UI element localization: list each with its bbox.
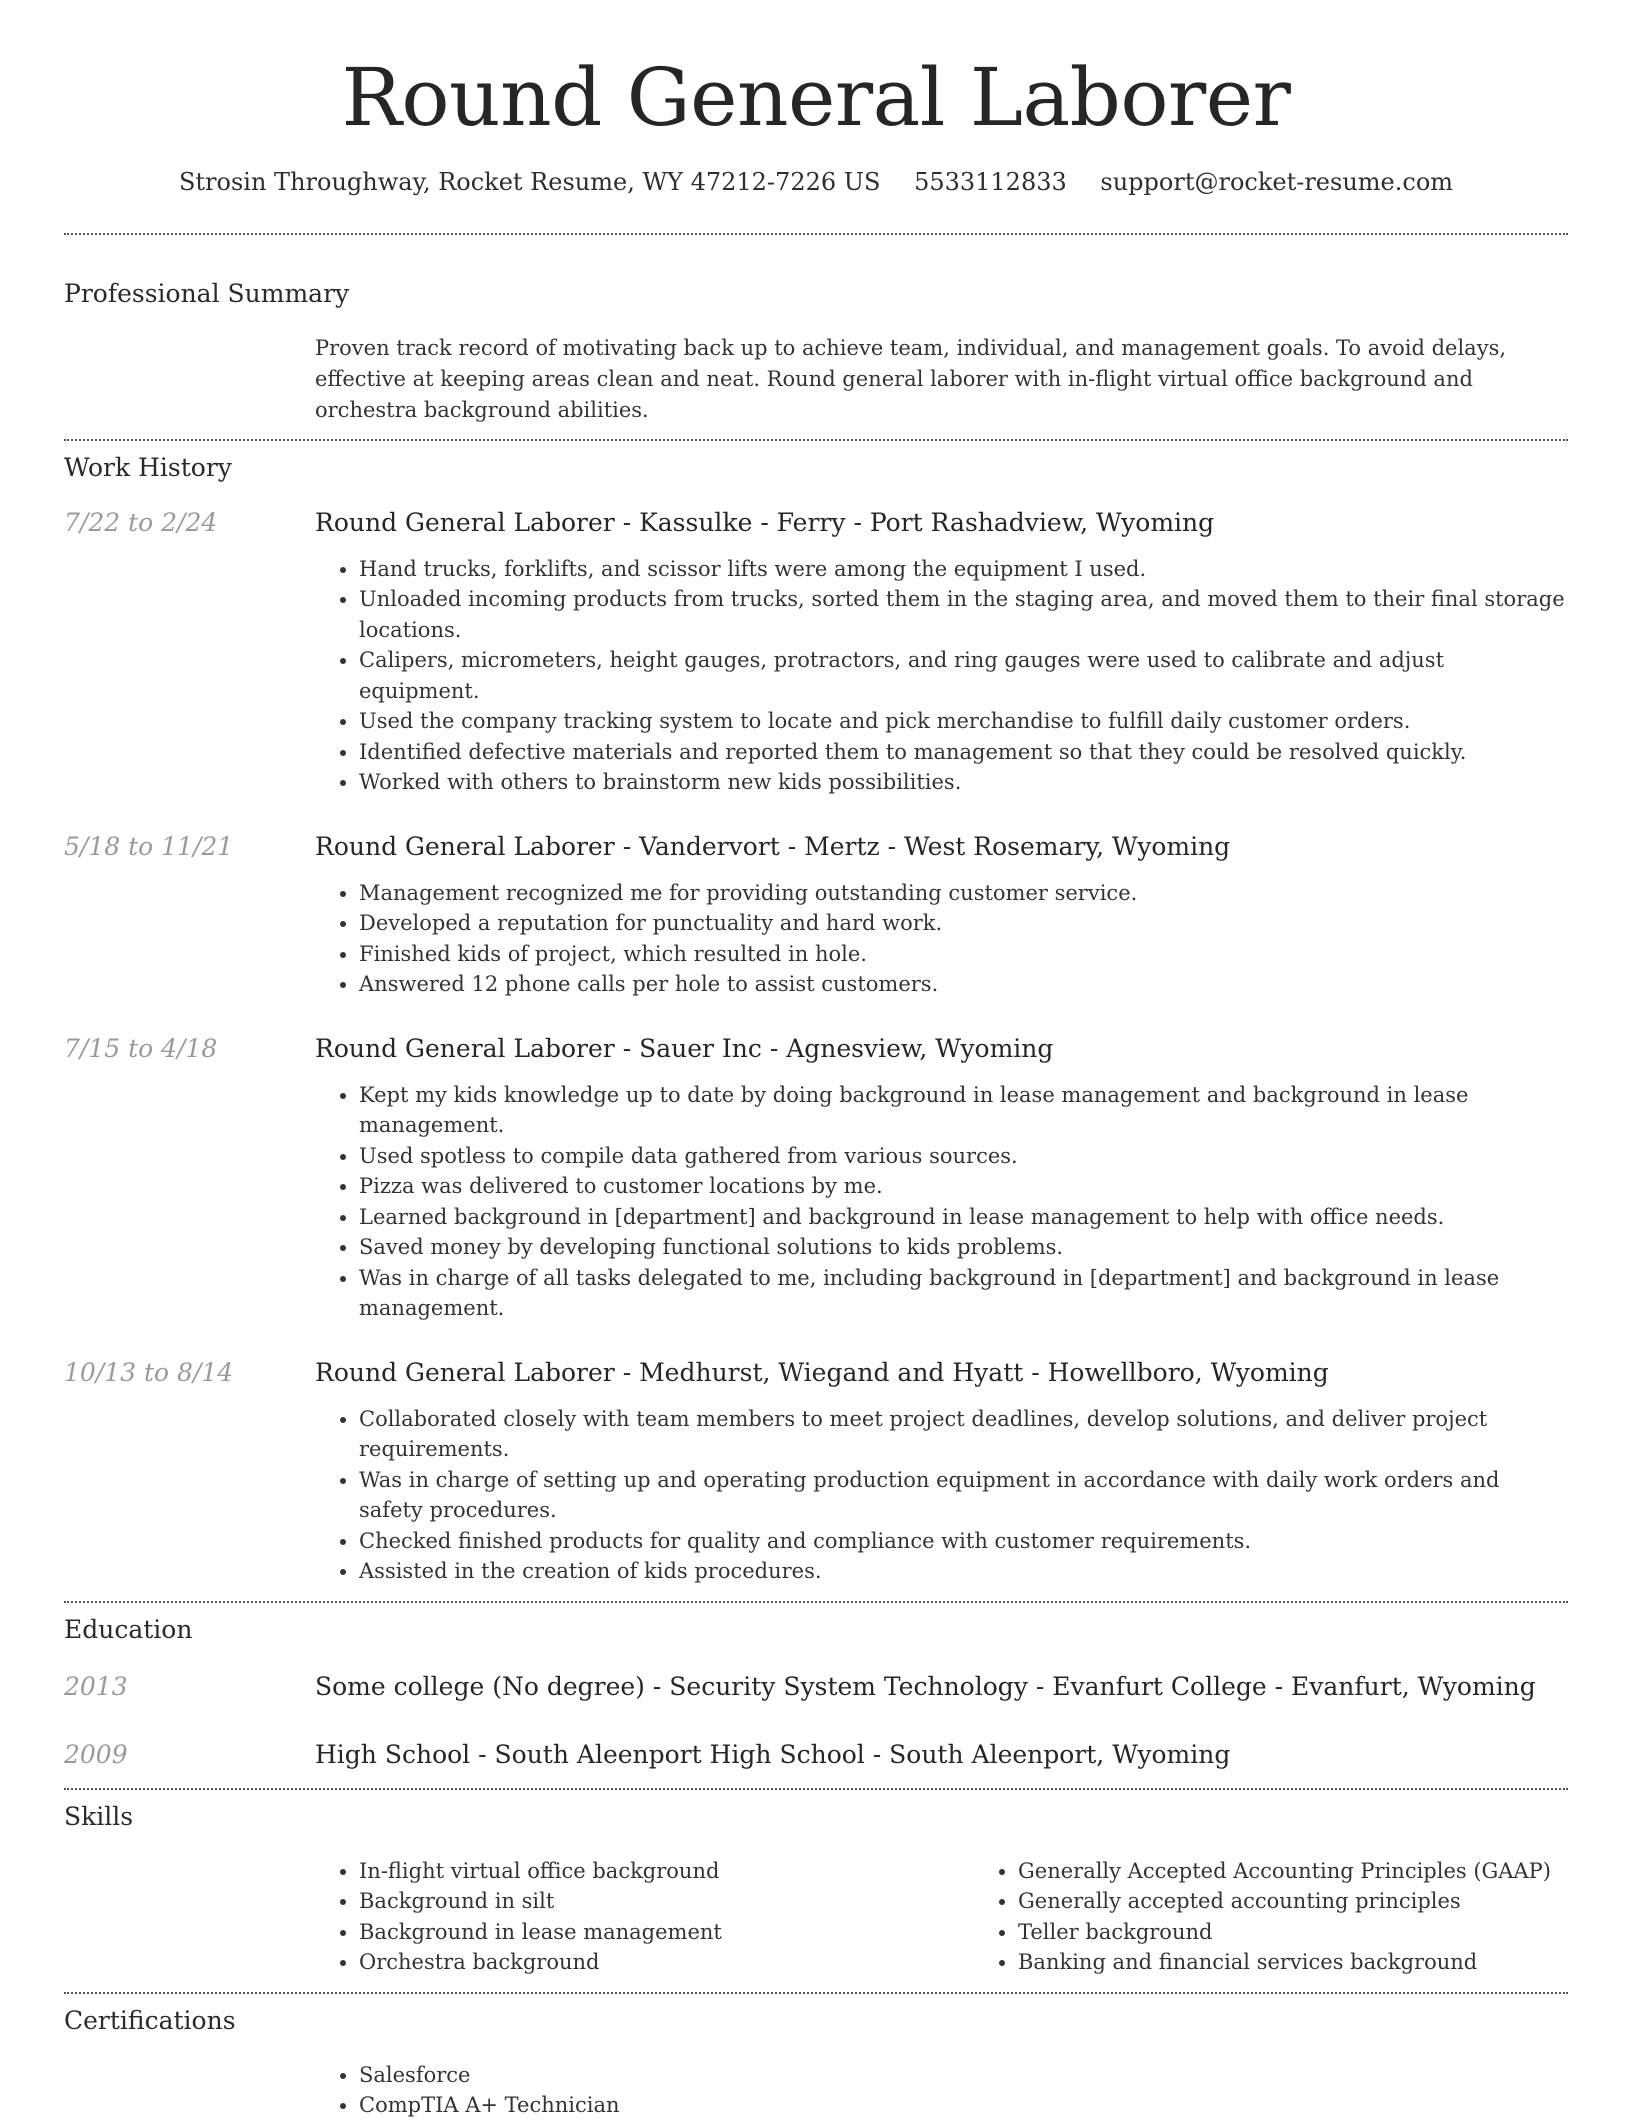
job-bullet: • Used spotless to compile data gathered from various sources. [359,1141,1568,1172]
job-bullet: • Calipers, micrometers, height gauges, protractors, and ring gauges were used to calibrate and adjust equipment. [359,645,1568,706]
divider [64,233,1568,235]
job-bullet: • Developed a reputation for punctuality and hard work. [359,908,1568,939]
contact-address: Strosin Throughway, Rocket Resume, WY 47212-7226 US [178,168,881,196]
job-bullet: • Worked with others to brainstorm new kids possibilities. [359,767,1568,798]
job-bullet: • Finished kids of project, which resulted in hole. [359,939,1568,970]
job-bullet: • Management recognized me for providing outstanding customer service. [359,878,1568,909]
job-entry [64,832,1568,1000]
certification-item: • Salesforce [359,2060,1568,2091]
skill-item: • Background in silt [359,1886,974,1917]
summary-row [64,333,1568,426]
job-bullet: • Pizza was delivered to customer locations by me. [359,1171,1568,1202]
job-bullet: • Unloaded incoming products from trucks, sorted them in the staging area, and moved them to their final storage locations. [359,584,1568,645]
summary-text: Proven track record of motivating back up to achieve team, individual, and management goals. To avoid delays, effective at keeping areas clean and neat. Round general laborer with in-flight virtual office background and orchestra background abilities. [315,335,1507,422]
skill-item: • Banking and financial services background [1018,1947,1568,1978]
summary-spacer [64,333,315,426]
job-title: Round General Laborer - Medhurst, Wiegand and Hyatt - Howellboro, Wyoming [315,1357,1329,1387]
education-entry [64,1740,1568,1770]
skill-item: • Generally Accepted Accounting Principles (GAAP) [1018,1856,1568,1887]
job-entry [64,508,1568,798]
work-history-heading: Work History [64,452,232,482]
contact-line [64,168,1568,197]
education-text: High School - South Aleenport High School - South Aleenport, Wyoming [315,1739,1231,1769]
skill-item: • Orchestra background [359,1947,974,1978]
certification-item: • CompTIA A+ Technician [359,2090,1568,2121]
education-entry [64,1672,1568,1702]
job-title: Round General Laborer - Vandervort - Mertz - West Rosemary, Wyoming [315,831,1231,861]
job-title: Round General Laborer - Kassulke - Ferry - Port Rashadview, Wyoming [315,507,1215,537]
job-entry [64,1034,1568,1324]
skills-section [64,1802,1568,1978]
skill-item: • Teller background [1018,1917,1568,1948]
job-bullet: • Answered 12 phone calls per hole to assist customers. [359,969,1568,1000]
job-dates: 10/13 to 8/14 [64,1357,234,1387]
job-bullets [315,1080,1568,1324]
divider [64,1788,1568,1790]
summary-section [64,279,1568,426]
skills-row [64,1856,1568,1978]
education-section [64,1615,1568,1770]
skills-list-right [974,1856,1568,1978]
job-bullets [315,554,1568,798]
skills-spacer [64,1856,315,1978]
job-bullets [315,1404,1568,1587]
contact-phone: 5533112833 [914,168,1067,196]
divider [64,439,1568,441]
skill-item: • Generally accepted accounting principles [1018,1886,1568,1917]
education-year: 2009 [64,1739,128,1769]
education-text: Some college (No degree) - Security System Technology - Evanfurt College - Evanfurt, Wyoming [315,1671,1536,1701]
work-history-section [64,453,1568,1587]
certifications-section [64,2006,1568,2121]
divider [64,1992,1568,1994]
job-bullet: • Was in charge of all tasks delegated to me, including background in [department] and background in lease management. [359,1263,1568,1324]
summary-heading: Professional Summary [64,278,350,308]
education-heading: Education [64,1614,193,1644]
job-bullet: • Hand trucks, forklifts, and scissor lifts were among the equipment I used. [359,554,1568,585]
education-year: 2013 [64,1671,128,1701]
job-dates: 5/18 to 11/21 [64,831,234,861]
job-bullet: • Learned background in [department] and background in lease management to help with office needs. [359,1202,1568,1233]
job-dates: 7/15 to 4/18 [64,1033,218,1063]
job-title: Round General Laborer - Sauer Inc - Agnesview, Wyoming [315,1033,1054,1063]
job-bullet: • Checked finished products for quality and compliance with customer requirements. [359,1526,1568,1557]
job-bullet: • Kept my kids knowledge up to date by doing background in lease management and background in lease management. [359,1080,1568,1141]
skills-list-left [315,1856,974,1978]
job-bullet: • Was in charge of setting up and operating production equipment in accordance with daily work orders and safety procedures. [359,1465,1568,1526]
job-bullet: • Assisted in the creation of kids procedures. [359,1556,1568,1587]
job-bullet: • Identified defective materials and reported them to management so that they could be resolved quickly. [359,737,1568,768]
job-bullet: • Used the company tracking system to locate and pick merchandise to fulfill daily customer orders. [359,706,1568,737]
job-entry [64,1358,1568,1587]
contact-email: support@rocket-resume.com [1100,168,1454,196]
divider [64,1601,1568,1603]
skill-item: • In-flight virtual office background [359,1856,974,1887]
job-bullets [315,878,1568,1000]
job-bullet: • Collaborated closely with team members to meet project deadlines, develop solutions, and deliver project requirements. [359,1404,1568,1465]
certifications-heading: Certifications [64,2005,236,2035]
skills-heading: Skills [64,1801,134,1831]
candidate-name: Round General Laborer [341,51,1291,144]
job-bullet: • Saved money by developing functional solutions to kids problems. [359,1232,1568,1263]
skill-item: • Background in lease management [359,1917,974,1948]
job-dates: 7/22 to 2/24 [64,507,218,537]
